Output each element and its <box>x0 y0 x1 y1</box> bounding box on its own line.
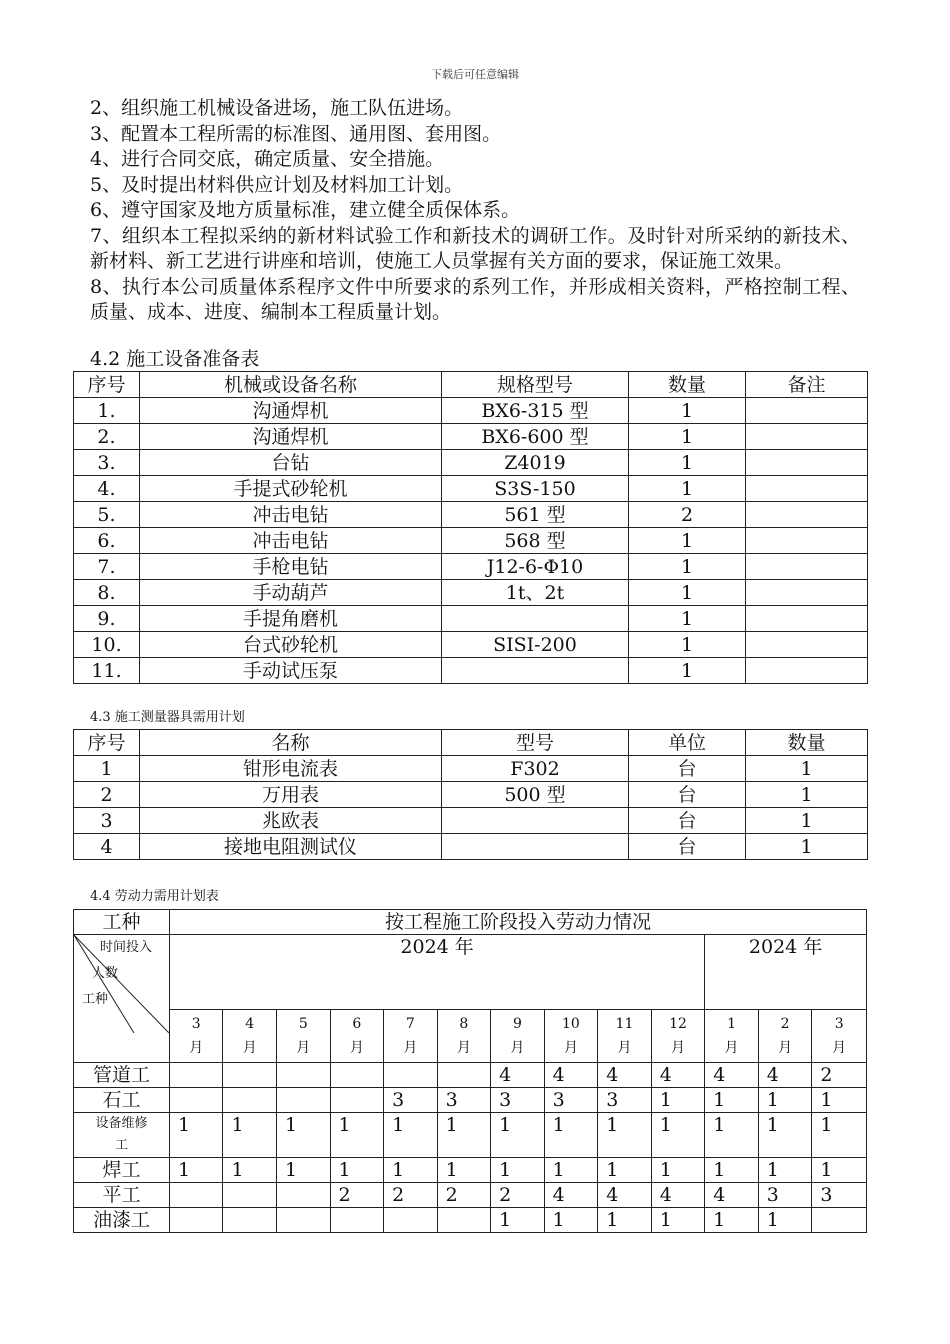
labor-value: 1 <box>223 1158 277 1183</box>
labor-value <box>169 1063 223 1088</box>
month-number: 2 <box>780 1016 790 1032</box>
labor-value: 1 <box>651 1113 705 1158</box>
table-cell <box>746 424 868 450</box>
labor-value: 1 <box>598 1113 652 1158</box>
table-cell: 1 <box>629 424 746 450</box>
labor-value <box>223 1208 277 1233</box>
diag-label-trade: 工种 <box>82 992 109 1007</box>
table-cell: 台式砂轮机 <box>140 632 442 658</box>
month-unit: 月 <box>724 1040 739 1056</box>
table-row <box>74 424 868 450</box>
trade-name: 管道工 <box>74 1063 170 1088</box>
table-cell: 手动试压泵 <box>140 658 442 684</box>
labor-value: 1 <box>651 1088 705 1113</box>
labor-row <box>74 1158 867 1183</box>
labor-value: 4 <box>491 1063 545 1088</box>
table-cell: 11. <box>74 658 140 684</box>
month-unit: 月 <box>242 1040 257 1056</box>
labor-value: 1 <box>437 1113 491 1158</box>
table-row <box>74 528 868 554</box>
table-cell: 1 <box>629 398 746 424</box>
table-cell <box>746 632 868 658</box>
table-cell: 3 <box>74 808 140 834</box>
trade-name: 石工 <box>74 1088 170 1113</box>
labor-value: 3 <box>758 1183 812 1208</box>
labor-value: 3 <box>598 1088 652 1113</box>
table-cell <box>746 606 868 632</box>
table-cell: 9. <box>74 606 140 632</box>
trade-name: 油漆工 <box>74 1208 170 1233</box>
header-cell: 备注 <box>746 372 868 398</box>
paragraph: 3、配置本工程所需的标准图、通用图、套用图。 <box>90 122 502 145</box>
table-cell: 1 <box>746 782 868 808</box>
table-cell: 1 <box>629 580 746 606</box>
table-cell: 接地电阻测试仪 <box>140 834 442 860</box>
labor-value: 1 <box>758 1088 812 1113</box>
labor-value: 1 <box>169 1158 223 1183</box>
table-cell: 台 <box>629 808 746 834</box>
table-row <box>74 658 868 684</box>
table-cell: 台 <box>629 834 746 860</box>
month-cell <box>598 1010 652 1063</box>
header-cell: 型号 <box>442 730 629 756</box>
labor-table <box>73 909 867 1233</box>
table-cell: S3S-150 <box>442 476 629 502</box>
table-cell <box>746 528 868 554</box>
table-row <box>74 756 868 782</box>
labor-value <box>384 1208 438 1233</box>
month-cell <box>277 1010 331 1063</box>
labor-value: 2 <box>330 1183 384 1208</box>
labor-row <box>74 1113 867 1158</box>
month-number: 7 <box>405 1016 415 1032</box>
trade-name: 平工 <box>74 1183 170 1208</box>
labor-value <box>277 1183 331 1208</box>
month-number: 9 <box>512 1016 522 1032</box>
table-cell <box>746 450 868 476</box>
table-cell: 6. <box>74 528 140 554</box>
table-cell: 台钻 <box>140 450 442 476</box>
labor-value <box>330 1088 384 1113</box>
trade-name: 设备维修工 <box>74 1113 170 1158</box>
table-cell <box>746 398 868 424</box>
table-cell: 568 型 <box>442 528 629 554</box>
table-row <box>74 782 868 808</box>
labor-value <box>223 1063 277 1088</box>
labor-year-row <box>74 935 867 1010</box>
labor-value: 1 <box>277 1158 331 1183</box>
table-cell: 1 <box>746 834 868 860</box>
table-cell: 4 <box>74 834 140 860</box>
labor-value <box>277 1063 331 1088</box>
header-cell: 序号 <box>74 372 140 398</box>
header-cell: 数量 <box>746 730 868 756</box>
month-unit: 月 <box>617 1040 632 1056</box>
table-cell: BX6-315 型 <box>442 398 629 424</box>
labor-value: 1 <box>758 1113 812 1158</box>
month-number: 6 <box>352 1016 362 1032</box>
labor-value: 4 <box>651 1063 705 1088</box>
table-cell: 1 <box>746 808 868 834</box>
labor-row <box>74 1088 867 1113</box>
table-cell: 2 <box>74 782 140 808</box>
table-cell: 1 <box>629 606 746 632</box>
labor-value: 1 <box>598 1158 652 1183</box>
header-cell: 数量 <box>629 372 746 398</box>
labor-value: 1 <box>491 1208 545 1233</box>
trade-name: 焊工 <box>74 1158 170 1183</box>
labor-value <box>384 1063 438 1088</box>
table-cell <box>442 834 629 860</box>
labor-value: 2 <box>437 1183 491 1208</box>
month-number: 3 <box>191 1016 201 1032</box>
body-text <box>90 96 860 326</box>
table-cell: 沟通焊机 <box>140 424 442 450</box>
table-row <box>74 398 868 424</box>
table-cell: 500 型 <box>442 782 629 808</box>
table-cell: 冲击电钻 <box>140 502 442 528</box>
table-cell: 1 <box>629 632 746 658</box>
equipment-table <box>73 371 868 684</box>
year-cell: 2024 年 <box>705 935 867 1010</box>
table-header-row <box>74 372 868 398</box>
labor-value <box>437 1208 491 1233</box>
instruments-caption: 4.3 施工测量器具需用计划 <box>90 710 245 725</box>
labor-value: 1 <box>491 1158 545 1183</box>
labor-value: 4 <box>598 1063 652 1088</box>
month-unit: 月 <box>403 1040 418 1056</box>
table-cell <box>746 658 868 684</box>
table-cell: 561 型 <box>442 502 629 528</box>
table-row <box>74 808 868 834</box>
month-cell <box>169 1010 223 1063</box>
table-cell: 1. <box>74 398 140 424</box>
labor-value: 1 <box>330 1113 384 1158</box>
labor-value: 1 <box>758 1158 812 1183</box>
table-header-row <box>74 730 868 756</box>
table-cell <box>746 580 868 606</box>
page-header: 下载后可任意编辑 <box>431 68 519 81</box>
month-cell <box>651 1010 705 1063</box>
diagonal-header-cell <box>74 935 170 1063</box>
labor-value: 3 <box>384 1088 438 1113</box>
table-cell: 手枪电钻 <box>140 554 442 580</box>
month-cell <box>437 1010 491 1063</box>
labor-row <box>74 1183 867 1208</box>
diag-label-count: 人数 <box>92 966 119 981</box>
labor-value <box>437 1063 491 1088</box>
labor-value: 4 <box>705 1063 759 1088</box>
table-cell: 手动葫芦 <box>140 580 442 606</box>
month-unit: 月 <box>671 1040 685 1056</box>
labor-value <box>330 1063 384 1088</box>
month-number: 12 <box>669 1016 687 1032</box>
table-cell: 钳形电流表 <box>140 756 442 782</box>
labor-value: 1 <box>758 1208 812 1233</box>
table-cell <box>442 808 629 834</box>
labor-row <box>74 1063 867 1088</box>
paragraph: 4、进行合同交底，确定质量、安全措施。 <box>90 148 445 170</box>
month-number: 1 <box>727 1016 736 1032</box>
labor-value <box>812 1208 867 1233</box>
table-cell: 1 <box>629 476 746 502</box>
labor-value: 1 <box>651 1158 705 1183</box>
labor-value <box>169 1183 223 1208</box>
diag-label-time: 时间投入 <box>100 940 153 955</box>
month-number: 8 <box>459 1016 469 1032</box>
labor-value: 1 <box>651 1208 705 1233</box>
table-cell: 1 <box>629 528 746 554</box>
labor-value: 1 <box>598 1208 652 1233</box>
labor-value: 1 <box>544 1158 598 1183</box>
month-unit: 月 <box>832 1040 847 1056</box>
header-cell: 单位 <box>629 730 746 756</box>
paragraph: 6、遵守国家及地方质量标准，建立健全质保体系。 <box>90 199 521 221</box>
header-cell: 机械或设备名称 <box>140 372 442 398</box>
table-cell: 1 <box>629 554 746 580</box>
table-cell: 2. <box>74 424 140 450</box>
table-row <box>74 502 868 528</box>
table-cell: BX6-600 型 <box>442 424 629 450</box>
labor-value: 1 <box>437 1158 491 1183</box>
table-cell: 2 <box>629 502 746 528</box>
labor-col0-header: 工种 <box>74 910 170 935</box>
labor-value <box>223 1183 277 1208</box>
month-unit: 月 <box>189 1040 204 1056</box>
labor-value: 1 <box>544 1208 598 1233</box>
labor-value: 1 <box>491 1113 545 1158</box>
labor-value: 1 <box>812 1088 867 1113</box>
table-cell <box>442 658 629 684</box>
labor-value: 1 <box>812 1158 867 1183</box>
table-cell: 8. <box>74 580 140 606</box>
table-cell: SISI-200 <box>442 632 629 658</box>
labor-value <box>277 1088 331 1113</box>
labor-value: 1 <box>277 1113 331 1158</box>
month-cell <box>758 1010 812 1063</box>
month-cell <box>544 1010 598 1063</box>
equipment-caption: 4.2 施工设备准备表 <box>90 348 260 370</box>
labor-value: 3 <box>544 1088 598 1113</box>
month-number: 11 <box>615 1016 634 1032</box>
table-cell: 5. <box>74 502 140 528</box>
table-cell: J12-6-Φ10 <box>442 554 629 580</box>
month-unit: 月 <box>510 1040 525 1056</box>
labor-value: 1 <box>705 1158 759 1183</box>
month-number: 4 <box>245 1016 255 1032</box>
paragraph: 8、执行本公司质量体系程序文件中所要求的系列工作，并形成相关资料，严格控制工程、质量、成本、进度、编制本工程质量计划。 <box>90 275 860 323</box>
labor-value: 1 <box>705 1113 759 1158</box>
table-cell: 1t、2t <box>442 580 629 606</box>
paragraph: 5、及时提出材料供应计划及材料加工计划。 <box>90 173 464 196</box>
labor-month-row <box>74 1010 867 1063</box>
table-cell: 1 <box>74 756 140 782</box>
table-cell: 兆欧表 <box>140 808 442 834</box>
month-unit: 月 <box>349 1040 364 1056</box>
table-cell: 台 <box>629 756 746 782</box>
table-row <box>74 834 868 860</box>
month-unit: 月 <box>456 1040 471 1056</box>
table-row <box>74 554 868 580</box>
labor-value: 4 <box>544 1183 598 1208</box>
labor-value: 1 <box>384 1113 438 1158</box>
month-number: 10 <box>562 1016 580 1032</box>
labor-title-row <box>74 910 867 935</box>
labor-value <box>223 1088 277 1113</box>
paragraph: 2、组织施工机械设备进场，施工队伍进场。 <box>90 97 464 119</box>
month-cell <box>223 1010 277 1063</box>
table-cell <box>442 606 629 632</box>
table-cell <box>746 502 868 528</box>
labor-value: 1 <box>705 1208 759 1233</box>
labor-value: 3 <box>437 1088 491 1113</box>
labor-value: 2 <box>384 1183 438 1208</box>
month-unit: 月 <box>778 1040 793 1056</box>
labor-value: 1 <box>705 1088 759 1113</box>
labor-value: 2 <box>491 1183 545 1208</box>
table-cell: 手提角磨机 <box>140 606 442 632</box>
header-cell: 名称 <box>140 730 442 756</box>
table-row <box>74 476 868 502</box>
labor-value: 4 <box>544 1063 598 1088</box>
table-cell: 台 <box>629 782 746 808</box>
labor-value: 4 <box>651 1183 705 1208</box>
paragraph: 7、组织本工程拟采纳的新材料试验工作和新技术的调研工作。及时针对所采纳的新技术、新材料、新工艺进行讲座和培训，使施工人员掌握有关方面的要求，保证施工效果。 <box>90 224 860 272</box>
table-cell <box>746 476 868 502</box>
month-cell <box>384 1010 438 1063</box>
labor-value <box>169 1088 223 1113</box>
header-cell: 规格型号 <box>442 372 629 398</box>
table-row <box>74 580 868 606</box>
month-number: 3 <box>834 1016 844 1032</box>
labor-value: 2 <box>812 1063 867 1088</box>
labor-value: 3 <box>812 1183 867 1208</box>
table-cell: 手提式砂轮机 <box>140 476 442 502</box>
table-cell: 4. <box>74 476 140 502</box>
table-cell: 10. <box>74 632 140 658</box>
labor-value <box>169 1208 223 1233</box>
month-cell <box>491 1010 545 1063</box>
month-cell <box>812 1010 867 1063</box>
labor-title: 按工程施工阶段投入劳动力情况 <box>169 910 866 935</box>
instruments-table <box>73 729 868 860</box>
table-row <box>74 606 868 632</box>
labor-value: 4 <box>598 1183 652 1208</box>
month-unit: 月 <box>296 1040 311 1056</box>
header-cell: 序号 <box>74 730 140 756</box>
table-cell: 沟通焊机 <box>140 398 442 424</box>
table-cell <box>746 554 868 580</box>
month-cell <box>705 1010 759 1063</box>
labor-value <box>330 1208 384 1233</box>
month-number: 5 <box>298 1016 308 1032</box>
labor-value: 1 <box>384 1158 438 1183</box>
labor-caption: 4.4 劳动力需用计划表 <box>90 889 219 904</box>
labor-value <box>277 1208 331 1233</box>
labor-value: 1 <box>330 1158 384 1183</box>
table-cell: 7. <box>74 554 140 580</box>
labor-value: 3 <box>491 1088 545 1113</box>
table-row <box>74 632 868 658</box>
table-row <box>74 450 868 476</box>
table-cell: 1 <box>629 658 746 684</box>
year-cell: 2024 年 <box>169 935 704 1010</box>
table-cell: 1 <box>629 450 746 476</box>
labor-row <box>74 1208 867 1233</box>
table-cell: 万用表 <box>140 782 442 808</box>
table-cell: F302 <box>442 756 629 782</box>
table-cell: 3. <box>74 450 140 476</box>
labor-value: 1 <box>812 1113 867 1158</box>
month-unit: 月 <box>563 1040 578 1056</box>
labor-value: 4 <box>705 1183 759 1208</box>
labor-value: 1 <box>544 1113 598 1158</box>
month-cell <box>330 1010 384 1063</box>
labor-value: 4 <box>758 1063 812 1088</box>
table-cell: 1 <box>746 756 868 782</box>
table-cell: 冲击电钻 <box>140 528 442 554</box>
table-cell: Z4019 <box>442 450 629 476</box>
labor-value: 1 <box>223 1113 277 1158</box>
labor-value: 1 <box>169 1113 223 1158</box>
